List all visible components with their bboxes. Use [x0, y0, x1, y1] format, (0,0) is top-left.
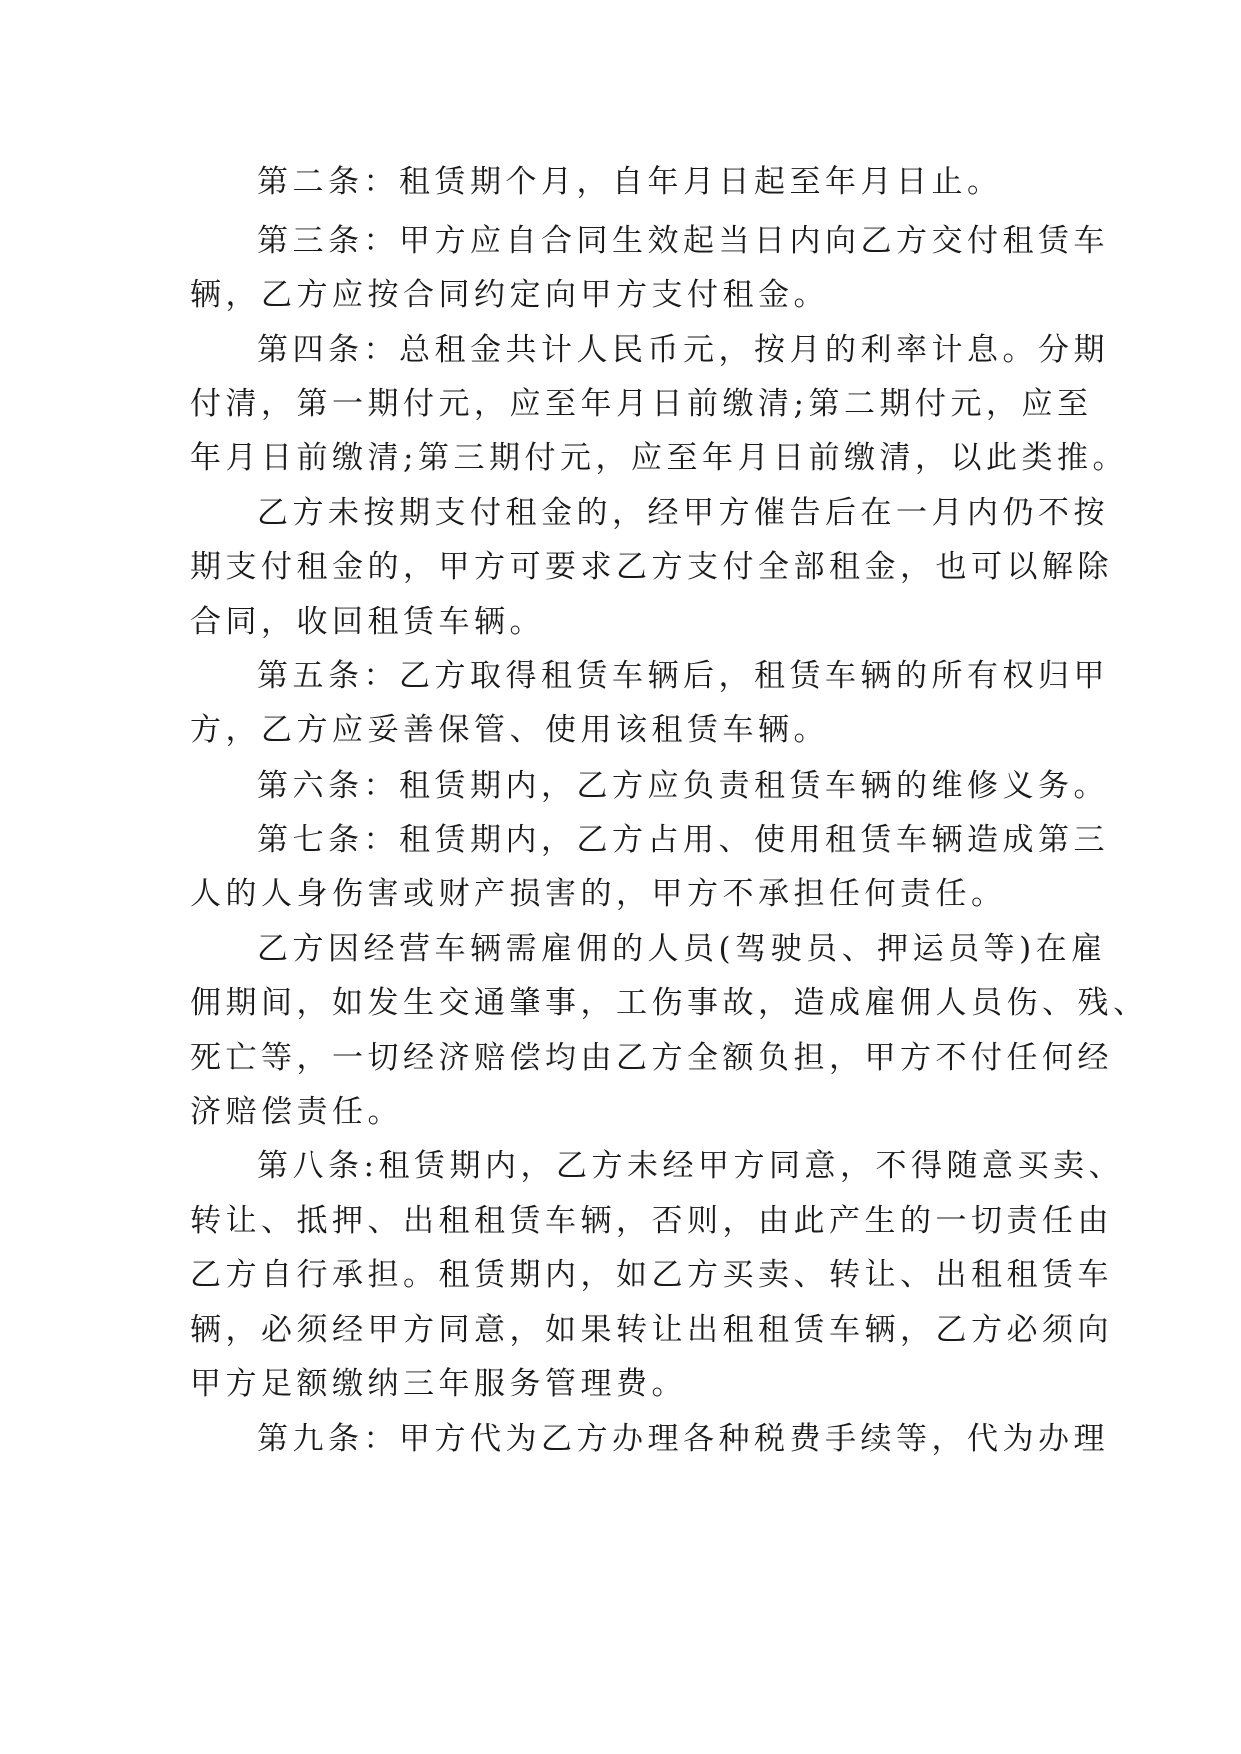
- text-line: 第二条：租赁期个月，自年月日起至年月日止。: [257, 164, 1003, 200]
- text-line: 死亡等，一切经济赔偿均由乙方全额负担，甲方不付任何经: [190, 1040, 1113, 1076]
- text-line: 乙方自行承担。租赁期内，如乙方买卖、转让、出租租赁车: [190, 1257, 1113, 1293]
- text-line: 第六条：租赁期内，乙方应负责租赁车辆的维修义务。: [257, 768, 1109, 804]
- text-line: 转让、抵押、出租租赁车辆，否则，由此产生的一切责任由: [190, 1203, 1113, 1239]
- text-line: 人的人身伤害或财产损害的，甲方不承担任何责任。: [190, 876, 1007, 912]
- text-line: 方，乙方应妥善保管、使用该租赁车辆。: [190, 712, 829, 748]
- text-line: 佣期间，如发生交通肇事，工伤事故，造成雇佣人员伤、残、: [190, 985, 1149, 1021]
- text-line: 济赔偿责任。: [190, 1094, 403, 1130]
- text-line: 合同，收回租赁车辆。: [190, 604, 545, 640]
- text-line: 辆，必须经甲方同意，如果转让出租租赁车辆，乙方必须向: [190, 1312, 1113, 1348]
- text-line: 乙方因经营车辆需雇佣的人员(驾驶员、押运员等)在雇: [257, 931, 1107, 967]
- text-line: 辆，乙方应按合同约定向甲方支付租金。: [190, 277, 829, 313]
- text-line: 第八条:租赁期内，乙方未经甲方同意，不得随意买卖、: [257, 1148, 1124, 1184]
- text-line: 年月日前缴清;第三期付元，应至年月日前缴清，以此类推。: [190, 440, 1128, 476]
- text-line: 付清，第一期付元，应至年月日前缴清;第二期付元，应至: [190, 386, 1093, 422]
- text-line: 乙方未按期支付租金的，经甲方催告后在一月内仍不按: [257, 495, 1109, 531]
- text-line: 第九条：甲方代为乙方办理各种税费手续等，代为办理: [257, 1421, 1109, 1457]
- text-line: 第三条：甲方应自合同生效起当日内向乙方交付租赁车: [257, 223, 1109, 259]
- text-line: 期支付租金的，甲方可要求乙方支付全部租金，也可以解除: [190, 549, 1113, 585]
- text-line: 第四条：总租金共计人民币元，按月的利率计息。分期: [257, 332, 1109, 368]
- text-line: 甲方足额缴纳三年服务管理费。: [190, 1366, 687, 1402]
- text-line: 第七条：租赁期内，乙方占用、使用租赁车辆造成第三: [257, 822, 1109, 858]
- text-line: 第五条：乙方取得租赁车辆后，租赁车辆的所有权归甲: [257, 658, 1109, 694]
